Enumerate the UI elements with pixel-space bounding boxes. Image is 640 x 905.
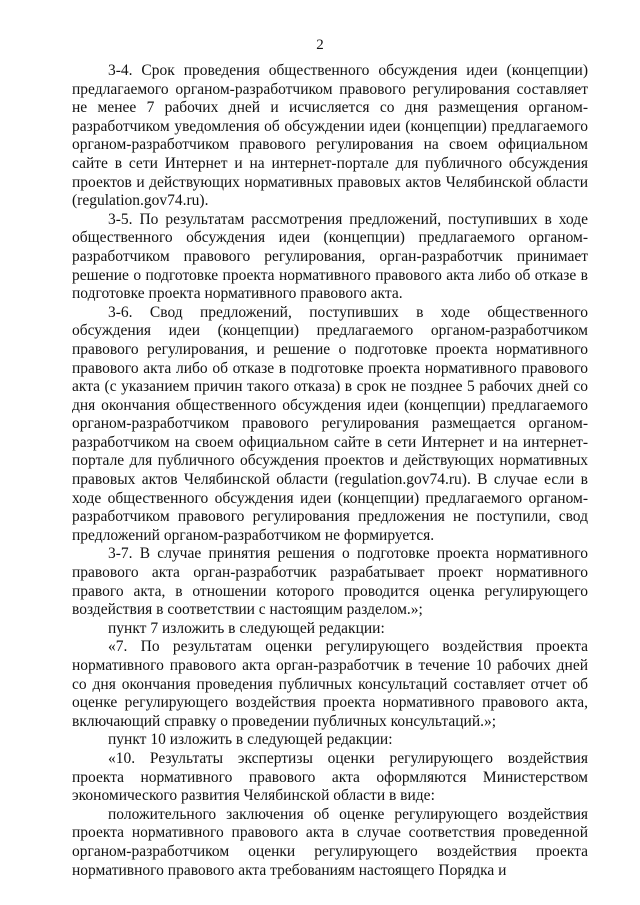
page-number: 2 [316, 37, 324, 53]
paragraph-item-7: «7. По результатам оценки регулирующего воздействия проекта нормативного правового акта орган-разработчик в течение 10 рабочих дней со дня окончания проведения публичных консультаций составляет отчет об оценке регулирующего воздействия проекта нормативного правового акта, включающий справку о проведении публичных консультаций.»; [72, 638, 588, 730]
paragraph-3-4: 3-4. Срок проведения общественного обсуждения идеи (концепции) предлагаемого органом-разработчиком правового регулирования составляет не менее 7 рабочих дней и исчисляется со дня размещения органом-разработчиком уведомления об обсуждении идеи (концепции) предлагаемого органом-разработчиком правового регулирования на своем официальном сайте в сети Интернет и на интернет-портале для публичного обсуждения проектов и действующих нормативных правовых актов Челябинской области (regulation.gov74.ru). [72, 62, 588, 210]
paragraph-3-6: 3-6. Свод предложений, поступивших в ходе общественного обсуждения идеи (концепции) предлагаемого органом-разработчиком правового регулирования, и решение о подготовке проекта нормативного правового акта либо об отказе в подготовке проекта нормативного правового акта (с указанием причин такого отказа) в срок не позднее 5 рабочих дней со дня окончания общественного обсуждения идеи (концепции) предлагаемого органом-разработчиком правового регулирования размещается органом-разработчиком на своем официальном сайте в сети Интернет и на интернет-портале для публичного обсуждения проектов и действующих нормативных правовых актов Челябинской области (regulation.gov74.ru). В случае если в ходе общественного обсуждения идеи (концепции) предлагаемого органом-разработчиком правового регулирования предложения не поступили, свод предложений органом-разработчиком не формируется. [72, 303, 588, 544]
document-body [72, 62, 588, 880]
paragraph-positive-conclusion: положительного заключения об оценке регулирующего воздействия проекта нормативного правового акта в случае соответствия проведенной органом-разработчиком оценки регулирующего воздействия проекта нормативного правового акта требованиям настоящего Порядка и [72, 805, 588, 879]
paragraph-item-7-intro: пункт 7 изложить в следующей редакции: [108, 619, 385, 637]
paragraph-3-7: 3-7. В случае принятия решения о подготовке проекта нормативного правового акта орган-разработчик разрабатывает проект нормативного правого акта, в отношении которого проводится оценка регулирующего воздействия в соответствии с настоящим разделом.»; [72, 545, 588, 619]
paragraph-item-10: «10. Результаты экспертизы оценки регулирующего воздействия проекта нормативного правового акта оформляются Министерством экономического развития Челябинской области в виде: [72, 749, 588, 805]
scan-speckle [300, 855, 340, 875]
paragraph-3-5: 3-5. По результатам рассмотрения предложений, поступивших в ходе общественного обсуждения идеи (концепции) предлагаемого органом-разработчиком правового регулирования, орган-разработчик принимает решение о подготовке проекта нормативного правового акта либо об отказе в подготовке проекта нормативного правового акта. [72, 210, 588, 303]
paragraph-item-10-intro: пункт 10 изложить в следующей редакции: [108, 731, 393, 749]
